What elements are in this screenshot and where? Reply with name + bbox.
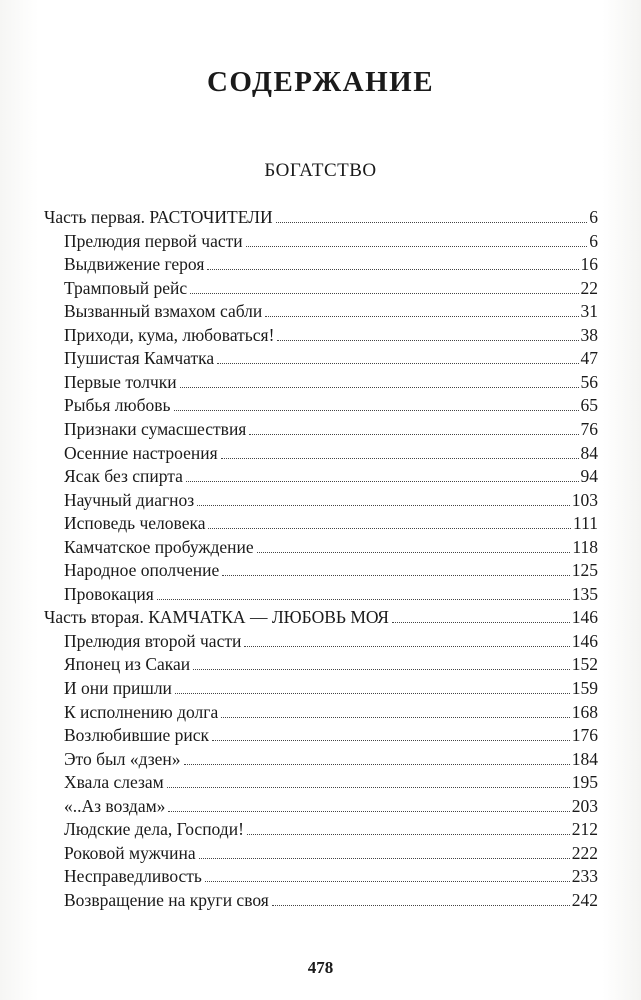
dot-leader [174,410,579,411]
toc-entry-title: Вызванный взмахом сабли [64,301,263,322]
toc-chapter-entry [64,512,598,534]
dot-leader [168,811,569,812]
toc-chapter-entry [64,630,598,652]
dot-leader [265,316,578,317]
toc-entry-page: 38 [580,324,598,345]
toc-entry-title: Возлюбившие риск [64,725,210,746]
toc-chapter-entry [64,889,598,911]
toc-entry-page: 6 [589,230,598,251]
toc-chapter-entry [64,771,598,793]
toc-entry-title: Камчатское пробуждение [64,536,254,557]
toc-entry-title: Людские дела, Господи! [64,819,244,840]
dot-leader [167,787,570,788]
toc-entry-page: 146 [571,607,598,628]
toc-entry-title: Научный диагноз [64,489,195,510]
toc-entry-title: Приходи, кума, любоваться! [64,324,275,345]
dot-leader [246,246,588,247]
toc-chapter-entry [64,230,598,252]
toc-entry-title: «..Аз воздам» [64,795,166,816]
toc-chapter-entry [64,442,598,464]
toc-chapter-entry [64,371,598,393]
dot-leader [190,293,578,294]
toc-entry-page: 56 [580,371,598,392]
toc-chapter-entry [64,653,598,675]
toc-entry-page: 103 [571,489,598,510]
toc-chapter-entry [64,795,598,817]
toc-chapter-entry [64,583,598,605]
toc-entry-title: Признаки сумасшествия [64,418,247,439]
toc-entry-page: 242 [571,889,598,910]
toc-chapter-entry [64,724,598,746]
dot-leader [175,693,570,694]
toc-entry-page: 118 [572,536,598,557]
toc-entry-title: Часть первая. РАСТОЧИТЕЛИ [44,207,273,227]
toc-entry-title: Прелюдия второй части [64,630,242,651]
toc-entry-title: Осенние настроения [64,442,218,463]
dot-leader [207,269,578,270]
dot-leader [212,740,570,741]
toc-part-entry [44,606,598,628]
toc-entry-page: 176 [571,725,598,746]
toc-chapter-entry [64,842,598,864]
dot-leader [157,599,570,600]
toc-entry-page: 94 [580,466,598,487]
toc-chapter-entry [64,489,598,511]
toc-entry-title: Часть вторая. КАМЧАТКА — ЛЮБОВЬ МОЯ [44,607,389,628]
toc-chapter-entry [64,324,598,346]
toc-entry-title: Исповедь человека [64,513,206,534]
toc-entry-page: 47 [580,348,598,369]
toc-entry-title: Трамповый рейс [64,277,188,298]
dot-leader [257,552,571,553]
dot-leader [208,528,571,529]
toc-entry-title: Возвращение на круги своя [64,889,269,910]
dot-leader [199,858,570,859]
toc-chapter-entry [64,253,598,275]
toc-chapter-entry [64,300,598,322]
toc-entry-page: 222 [571,842,598,863]
toc-chapter-entry [64,418,598,440]
toc-entry-title: Это был «дзен» [64,748,181,769]
dot-leader [197,505,570,506]
toc-entry-title: Прелюдия первой части [64,230,243,251]
toc-entry-title: Несправедливость [64,866,202,887]
toc-entry-title: Ясак без спирта [64,466,183,487]
toc-part-entry [44,206,598,228]
toc-chapter-entry [64,277,598,299]
toc-entry-title: Японец из Сакаи [64,654,191,675]
dot-leader [277,340,578,341]
dot-leader [180,387,579,388]
toc-chapter-entry [64,347,598,369]
section-title: БОГАТСТВО [264,160,377,181]
toc-entry-title: Роковой мужчина [64,842,196,863]
toc-chapter-entry [64,465,598,487]
dot-leader [193,669,570,670]
toc-entry-page: 125 [571,560,598,581]
toc-entry-page: 76 [580,418,598,439]
toc-entry-page: 146 [571,630,598,651]
toc-chapter-entry [64,818,598,840]
dot-leader [217,363,578,364]
dot-leader [272,905,570,906]
dot-leader [392,622,570,623]
toc-entry-page: 152 [571,654,598,675]
toc-entry-title: Народное ополчение [64,560,220,581]
toc-entry-title: Рыбья любовь [64,395,171,416]
toc-chapter-entry [64,559,598,581]
dot-leader [186,481,579,482]
dot-leader [247,834,570,835]
dot-leader [184,764,570,765]
toc-entry-page: 203 [571,795,598,816]
page-number: 478 [307,958,334,977]
toc-entry-title: К исполнению долга [64,701,219,722]
toc-entry-page: 195 [571,772,598,793]
toc-entry-page: 6 [589,207,598,227]
toc-entry-title: Хвала слезам [64,772,164,793]
dot-leader [222,575,570,576]
toc-chapter-entry [64,677,598,699]
dot-leader [205,881,570,882]
toc-entry-page: 22 [580,277,598,298]
toc-entry-page: 84 [580,442,598,463]
dot-leader [244,646,569,647]
toc-entry-page: 135 [571,583,598,604]
toc-chapter-entry [64,536,598,558]
toc-entry-page: 65 [580,395,598,416]
toc-entry-page: 111 [573,513,598,534]
toc-entry-page: 233 [571,866,598,887]
toc-entry-title: Провокация [64,583,154,604]
toc-entry-page: 212 [571,819,598,840]
dot-leader [221,717,570,718]
toc-entry-title: И они пришли [64,678,172,698]
toc-chapter-entry [64,701,598,723]
toc-entry-title: Пушистая Камчатка [64,348,215,369]
toc-entry-page: 184 [571,748,598,769]
toc-entry-title: Первые толчки [64,371,177,392]
toc-entry-page: 159 [571,678,598,698]
dot-leader [249,434,578,435]
toc-entry-title: Выдвижение героя [64,254,205,275]
toc-entry-page: 168 [571,701,598,722]
toc-chapter-entry [64,748,598,770]
page-title: СОДЕРЖАНИЕ [206,66,435,98]
dot-leader [276,222,588,223]
toc-entry-page: 31 [580,301,598,322]
toc-chapter-entry [64,394,598,416]
toc-chapter-entry [64,865,598,887]
toc-entry-page: 16 [580,254,598,275]
dot-leader [221,458,579,459]
